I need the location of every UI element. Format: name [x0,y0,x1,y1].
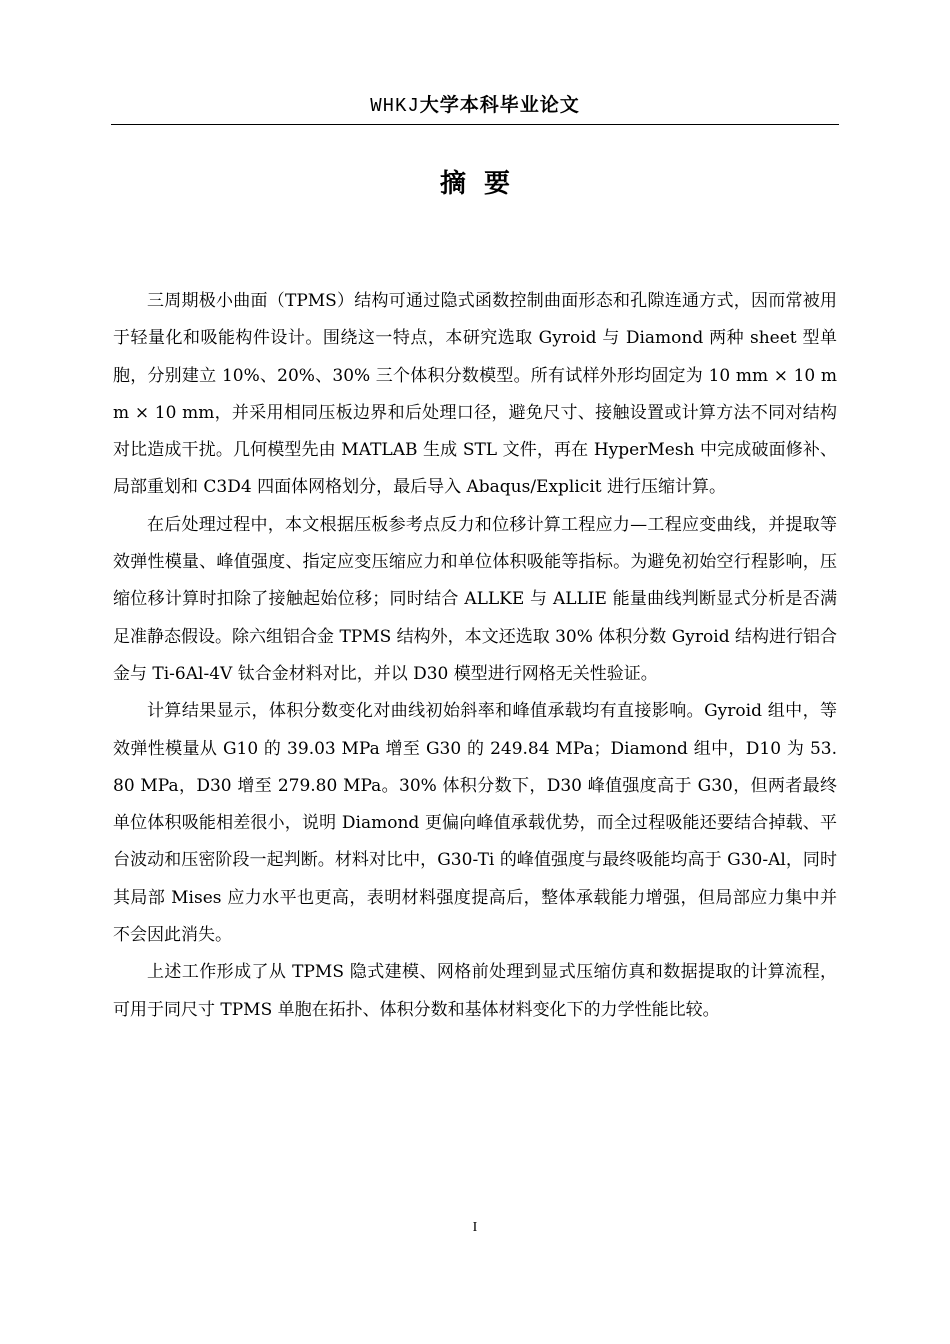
paragraph-2: 在后处理过程中，本文根据压板参考点反力和位移计算工程应力—工程应变曲线，并提取等效弹性模量、峰值强度、指定应变压缩应力和单位体积吸能等指标。为避免初始空行程影响，压缩位移计算时扣除了接触起始位移；同时结合 ALLKE 与 ALLIE 能量曲线判断显式分析是否满足准静态假设。除六组铝合金 TPMS 结构外，本文还选取 30% 体积分数 Gyroid 结构进行铝合金与 Ti-6Al-4V 钛合金材料对比，并以 D30 模型进行网格无关性验证。 [113,514,837,684]
header-university-title: 大学本科毕业论文 [419,94,580,116]
header-code: WHKJ [370,95,420,117]
abstract-body [113,283,837,1029]
header-rule [111,124,839,125]
paragraph-4: 上述工作形成了从 TPMS 隐式建模、网格前处理到显式压缩仿真和数据提取的计算流程，可用于同尺寸 TPMS 单胞在拓扑、体积分数和基体材料变化下的力学性能比较。 [113,962,837,1020]
paragraph-3: 计算结果显示，体积分数变化对曲线初始斜率和峰值承载均有直接影响。Gyroid 组中，等效弹性模量从 G10 的 39.03 MPa 增至 G30 的 249.84 MPa；Diamond 组中，D10 为 53.80 MPa，D30 增至 279.80 MPa。30% 体积分数下，D30 峰值强度高于 G30，但两者最终单位体积吸能相差很小，说明 Diamond 更偏向峰值承载优势，而全过程吸能还要结合掉载、平台波动和压密阶段一起判断。材料对比中，G30-Ti 的峰值强度与最终吸能均高于 G30-Al，同时其局部 Mises 应力水平也更高，表明材料强度提高后，整体承载能力增强，但局部应力集中并不会因此消失。 [113,701,837,946]
page-number: I [472,1220,478,1235]
abstract-title: 摘 要 [439,169,511,199]
running-header [0,90,950,121]
paragraph-1: 三周期极小曲面（TPMS）结构可通过隐式函数控制曲面形态和孔隙连通方式，因而常被用于轻量化和吸能构件设计。围绕这一特点，本研究选取 Gyroid 与 Diamond 两种 sheet 型单胞，分别建立 10%、20%、30% 三个体积分数模型。所有试样外形均固定为 10 mm × 10 mm × 10 mm，并采用相同压板边界和后处理口径，避免尺寸、接触设置或计算方法不同对结构对比造成干扰。几何模型先由 MATLAB 生成 STL 文件，再在 HyperMesh 中完成破面修补、局部重划和 C3D4 四面体网格划分，最后导入 Abaqus/Explicit 进行压缩计算。 [113,291,837,498]
